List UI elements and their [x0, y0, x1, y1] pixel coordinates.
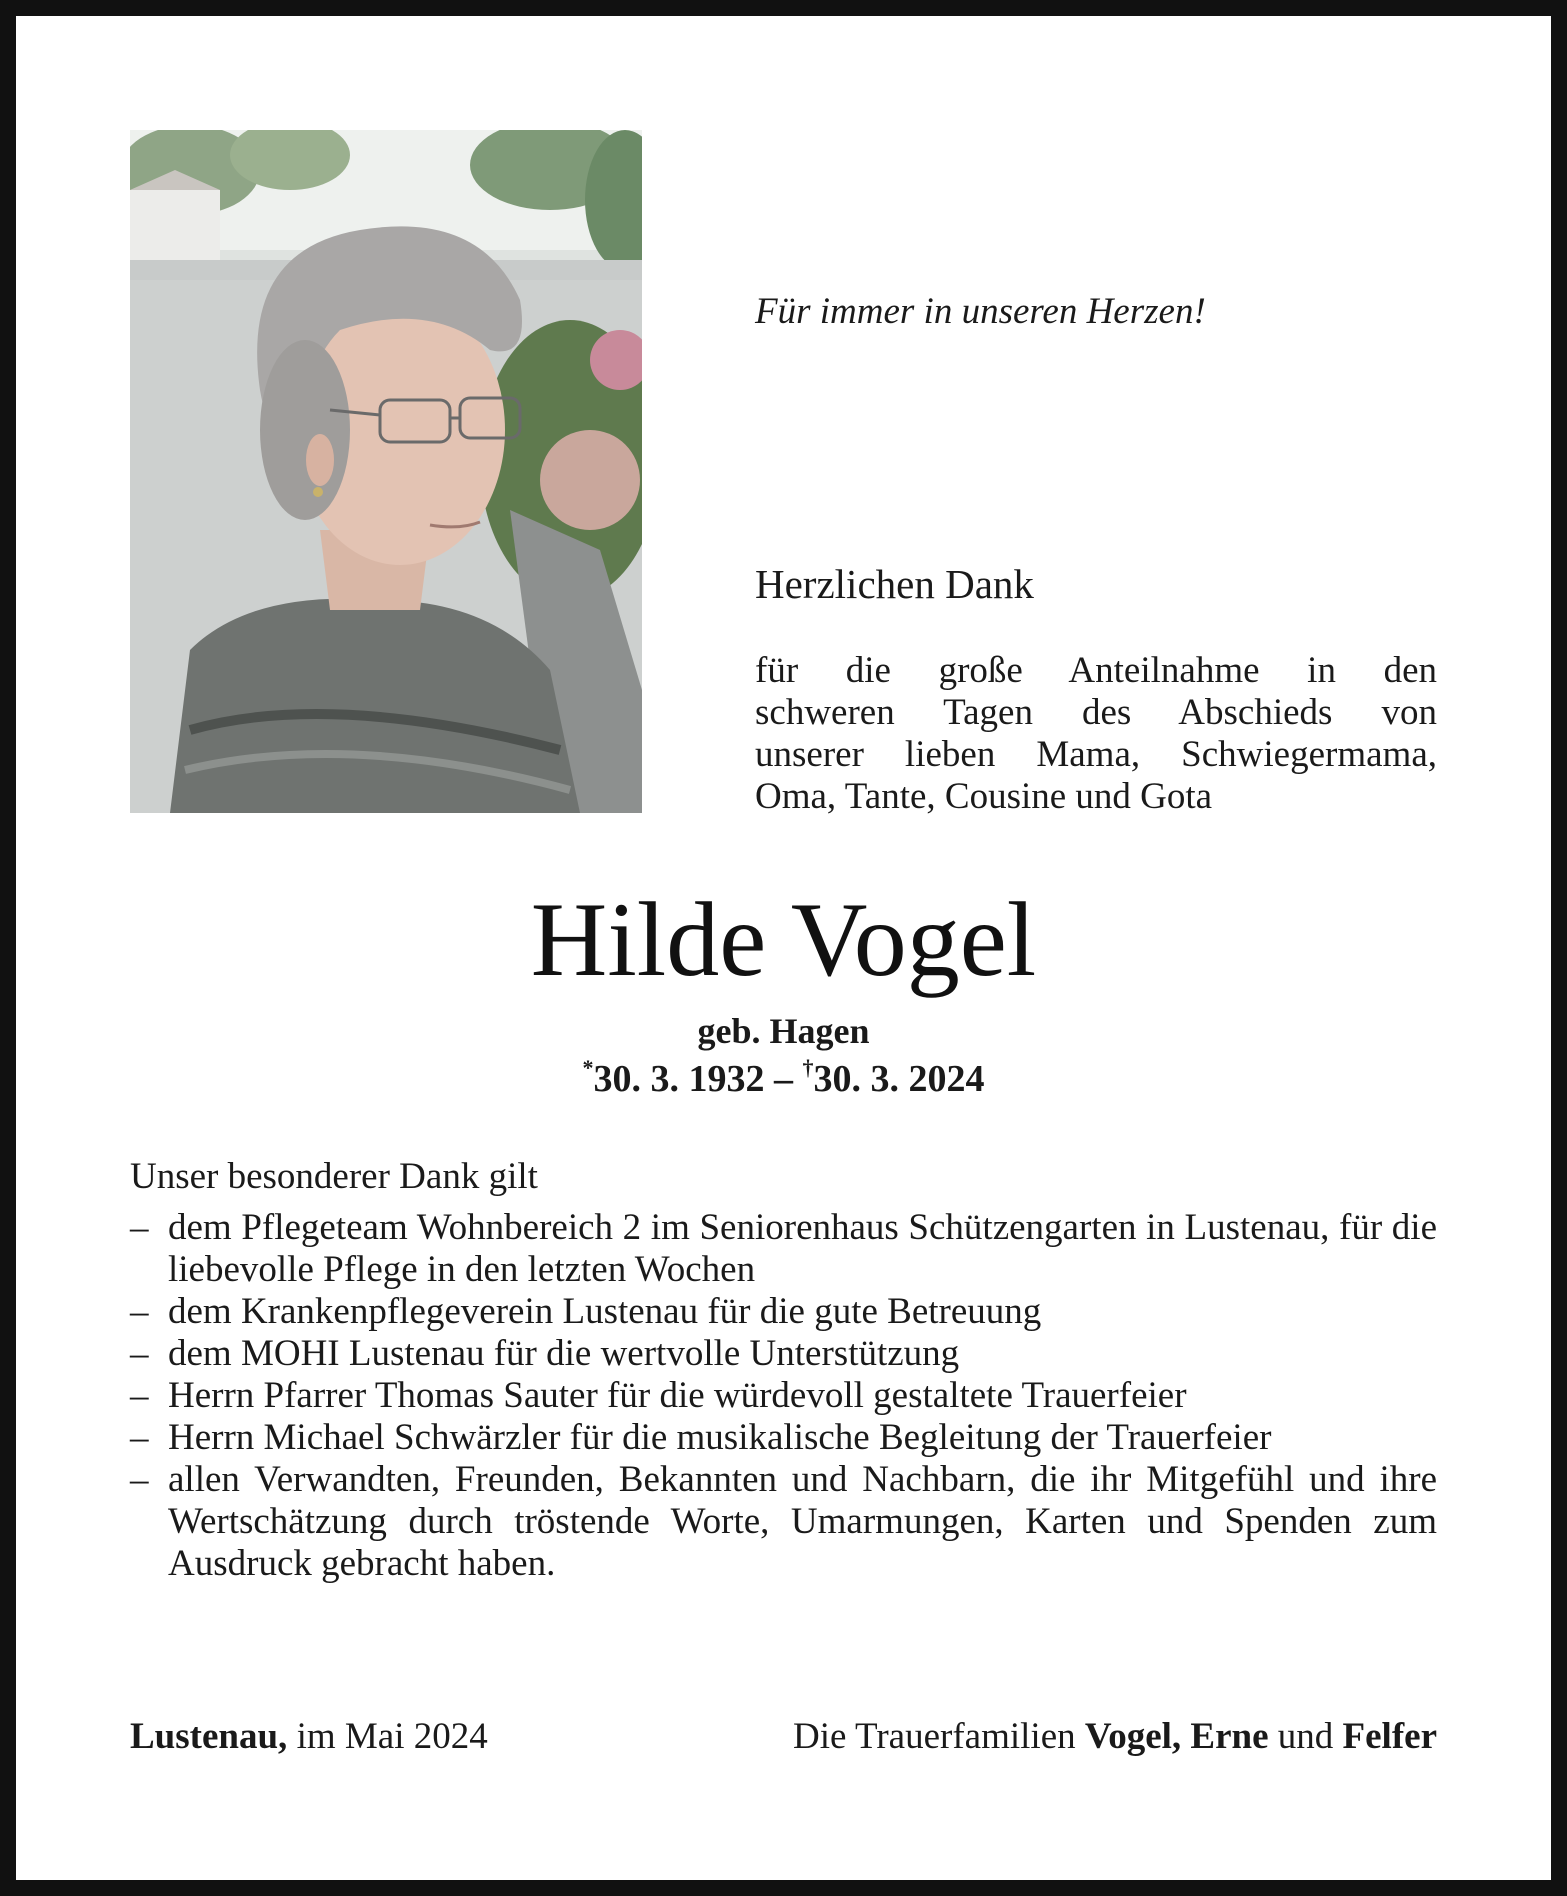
list-item-text: allen Verwandten, Freunden, Bekannten und Nachbarn, die ihr Mitgefühl und ihre Wertschätzung durch tröstende Worte, Umarmungen, Karten und Spenden zum Ausdruck gebracht haben. [168, 1459, 1437, 1584]
list-item-text: dem Pflegeteam Wohnbereich 2 im Seniorenhaus Schützengarten in Lustenau, für die liebevolle Pflege in den letzten Wochen [168, 1207, 1437, 1290]
list-item [130, 1207, 1437, 1291]
footer-date: im Mai 2024 [287, 1716, 488, 1757]
dash-bullet: – [130, 1459, 149, 1500]
dash-bullet: – [130, 1333, 149, 1374]
list-item [130, 1333, 1437, 1375]
list-item-text: dem MOHI Lustenau für die wertvolle Unterstützung [168, 1333, 960, 1374]
dash-bullet: – [130, 1207, 149, 1248]
footer-place-date [130, 1715, 488, 1758]
dash-bullet: – [130, 1417, 149, 1458]
list-item-text: Herrn Michael Schwärzler für die musikalische Begleitung der Trauerfeier [168, 1417, 1272, 1458]
deceased-name: Hilde Vogel [530, 881, 1037, 998]
footer-place: Lustenau, [130, 1716, 288, 1757]
birth-date: 30. 3. 1932 [593, 1058, 765, 1100]
list-item [130, 1291, 1437, 1333]
death-symbol: † [802, 1055, 814, 1080]
thanks-line: schweren Tagen des Abschieds von [755, 692, 1437, 733]
life-dates [0, 1055, 1567, 1101]
special-thanks-list [130, 1207, 1437, 1585]
family-name-2: Felfer [1342, 1716, 1437, 1757]
thanks-line: für die große Anteilnahme in den [755, 650, 1437, 691]
list-item [130, 1375, 1437, 1417]
families-prefix: Die Trauerfamilien [793, 1716, 1085, 1757]
list-item-text: Herrn Pfarrer Thomas Sauter für die würdevoll gestaltete Trauerfeier [168, 1375, 1187, 1416]
thanks-heading: Herzlichen Dank [755, 561, 1034, 607]
death-date: 30. 3. 2024 [813, 1058, 985, 1100]
birth-name: geb. Hagen [697, 1011, 870, 1051]
date-separator: – [764, 1058, 803, 1100]
list-item-text: dem Krankenpflegeverein Lustenau für die gute Betreuung [168, 1291, 1042, 1332]
dash-bullet: – [130, 1291, 149, 1332]
motto: Für immer in unseren Herzen! [755, 291, 1206, 332]
thanks-text [755, 650, 1437, 818]
dash-bullet: – [130, 1375, 149, 1416]
footer-families [793, 1715, 1437, 1758]
list-item [130, 1459, 1437, 1585]
portrait-photo [130, 130, 642, 813]
portrait-illustration [130, 130, 642, 813]
list-item [130, 1417, 1437, 1459]
family-name-1: Vogel, Erne [1084, 1716, 1269, 1757]
thanks-line: unserer lieben Mama, Schwiegermama, [755, 734, 1437, 775]
families-conjunction: und [1268, 1716, 1343, 1757]
birth-symbol: * [582, 1055, 594, 1080]
special-thanks-intro: Unser besonderer Dank gilt [130, 1156, 538, 1197]
thanks-line: Oma, Tante, Cousine und Gota [755, 776, 1213, 817]
